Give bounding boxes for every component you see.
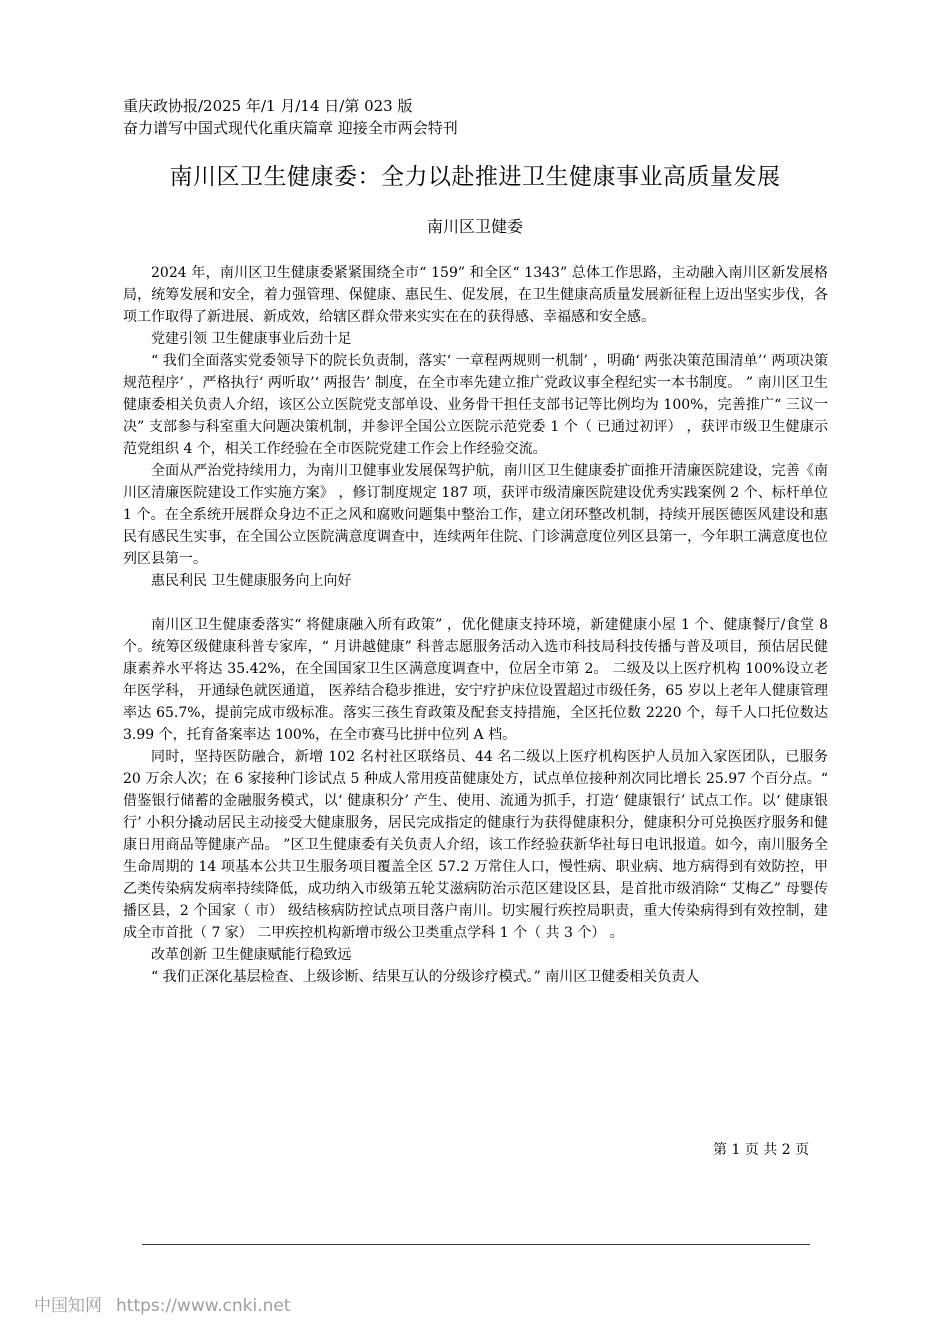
paragraph: 南川区卫生健康委落实“ 将健康融入所有政策” ，优化健康支持环境，新建健康小屋 1 个、健康餐厅/食堂 8 个。统筹区级健康科普专家库，“ 月讲越健康” 科普志愿服务活动入选市科技局科技传播与普及项目，预估居民健康素养水平将达 35.42%，在全国国家卫生区满意度调查中，位居全市第 2。 二级及以上医疗机构 100%设立老年医学科， 开通绿色就医通道， 医养结合稳步推进，安宁疗护床位设置超过市级任务，65 岁以上老年人健康管理率达 65.7%，提前完成市级标准。落实三孩生育政策及配套支持措施，全区托位数 2220 个，每千人口托位数达 3.99 个，托育备案率达 100%，在全市赛马比拼中位列 A 档。 bbox=[123, 617, 828, 743]
article-author: 南川区卫健委 bbox=[426, 217, 523, 236]
watermark bbox=[34, 1294, 290, 1318]
section-heading-service: 惠民利民 卫生健康服务向上向好 bbox=[151, 573, 352, 589]
article-body bbox=[123, 262, 828, 988]
paragraph-intro: 2024 年，南川区卫生健康委紧紧围绕全市“ 159” 和全区“ 1343” 总体工作思路，主动融入南川区新发展格局，统筹发展和安全，着力强管理、保健康、惠民生、促发展，在卫生健康高质量发展新征程上迈出坚实步伐，各项工作取得了新进展、新成效，给辖区群众带来实实在在的获得感、幸福感和安全感。 bbox=[123, 265, 828, 325]
column-name: 奋力谱写中国式现代化重庆篇章 迎接全市两会特刊 bbox=[123, 119, 458, 137]
page-indicator: 第 1 页 共 2 页 bbox=[713, 1142, 810, 1158]
publication-source: 重庆政协报/2025 年/1 月/14 日/第 023 版 bbox=[123, 97, 413, 115]
paragraph: 全面从严治党持续用力，为南川卫健事业发展保驾护航，南川区卫生健康委扩面推开清廉医院建设，完善《南川区清廉医院建设工作实施方案》 ，修订制度规定 187 项，获评市级清廉医院建设优秀实践案例 2 个、标杆单位 1 个。在全系统开展群众身边不正之风和腐败问题集中整治工作，建立闭环整改机制，持续开展医德医风建设和惠民有感民生实事，在全国公立医院满意度调查中，连续两年住院、门诊满意度位列区县第一，今年职工满意度也位列区县第一。 bbox=[123, 463, 828, 567]
footer-divider bbox=[142, 1244, 810, 1245]
paragraph: 同时，坚持医防融合，新增 102 名村社区联络员、44 名二级以上医疗机构医护人员加入家医团队，已服务 20 万余人次；在 6 家接种门诊试点 5 种成人常用疫苗健康处方，试点单位接种剂次同比增长 25.97 个百分点。“ 借鉴银行储蓄的金融服务模式，以‘ 健康积分’ 产生、使用、流通为抓手，打造‘ 健康银行’ 试点工作。以‘ 健康银行’ 小积分撬动居民主动接受大健康服务，居民完成指定的健康行为获得健康积分，健康积分可兑换医疗服务和健康日用商品等健康产品。 ”区卫生健康委有关负责人介绍，该工作经验获新华社每日电讯报道。如今，南川服务全生命周期的 14 项基本公共卫生服务项目覆盖全区 57.2 万常住人口，慢性病、职业病、地方病得到有效防控，甲乙类传染病发病率持续降低，成功纳入市级第五轮艾滋病防治示范区建设区县，是首批市级消除“ 艾梅乙” 母婴传播区县，2 个国家（ 市） 级结核病防控试点项目落户南川。切实履行疾控局职责，重大传染病得到有效控制，建成全市首批（ 7 家） 二甲疾控机构新增市级公卫类重点学科 1 个（ 共 3 个） 。 bbox=[123, 749, 828, 941]
paragraph: “ 我们全面落实党委领导下的院长负责制，落实‘ 一章程两规则一机制’ ，明确‘ 两张决策范围清单’‘ 两项决策规范程序’ ，严格执行‘ 两听取’‘ 两报告’ 制度，在全市率先建立推广党政议事全程纪实一本书制度。 ” 南川区卫生健康委相关负责人介绍，该区公立医院党支部单设、业务骨干担任支部书记等比例均为 100%，完善推广“ 三议一决” 支部参与科室重大问题决策机制，并参评全国公立医院示范党委 1 个（ 已通过初评） ，获评市级卫生健康示范党组织 4 个，相关工作经验在全市医院党建工作会上作经验交流。 bbox=[123, 353, 828, 457]
watermark-brand: 中国知网 bbox=[34, 1296, 102, 1316]
section-heading-party: 党建引领 卫生健康事业后劲十足 bbox=[151, 331, 352, 347]
section-heading-reform: 改革创新 卫生健康赋能行稳致远 bbox=[151, 947, 352, 963]
watermark-url: https://www.cnki.net bbox=[116, 1296, 291, 1316]
paragraph: “ 我们正深化基层检查、上级诊断、结果互认的分级诊疗模式。” 南川区卫健委相关负责人 bbox=[151, 969, 700, 985]
article-title: 南川区卫生健康委：全力以赴推进卫生健康事业高质量发展 bbox=[169, 164, 781, 190]
